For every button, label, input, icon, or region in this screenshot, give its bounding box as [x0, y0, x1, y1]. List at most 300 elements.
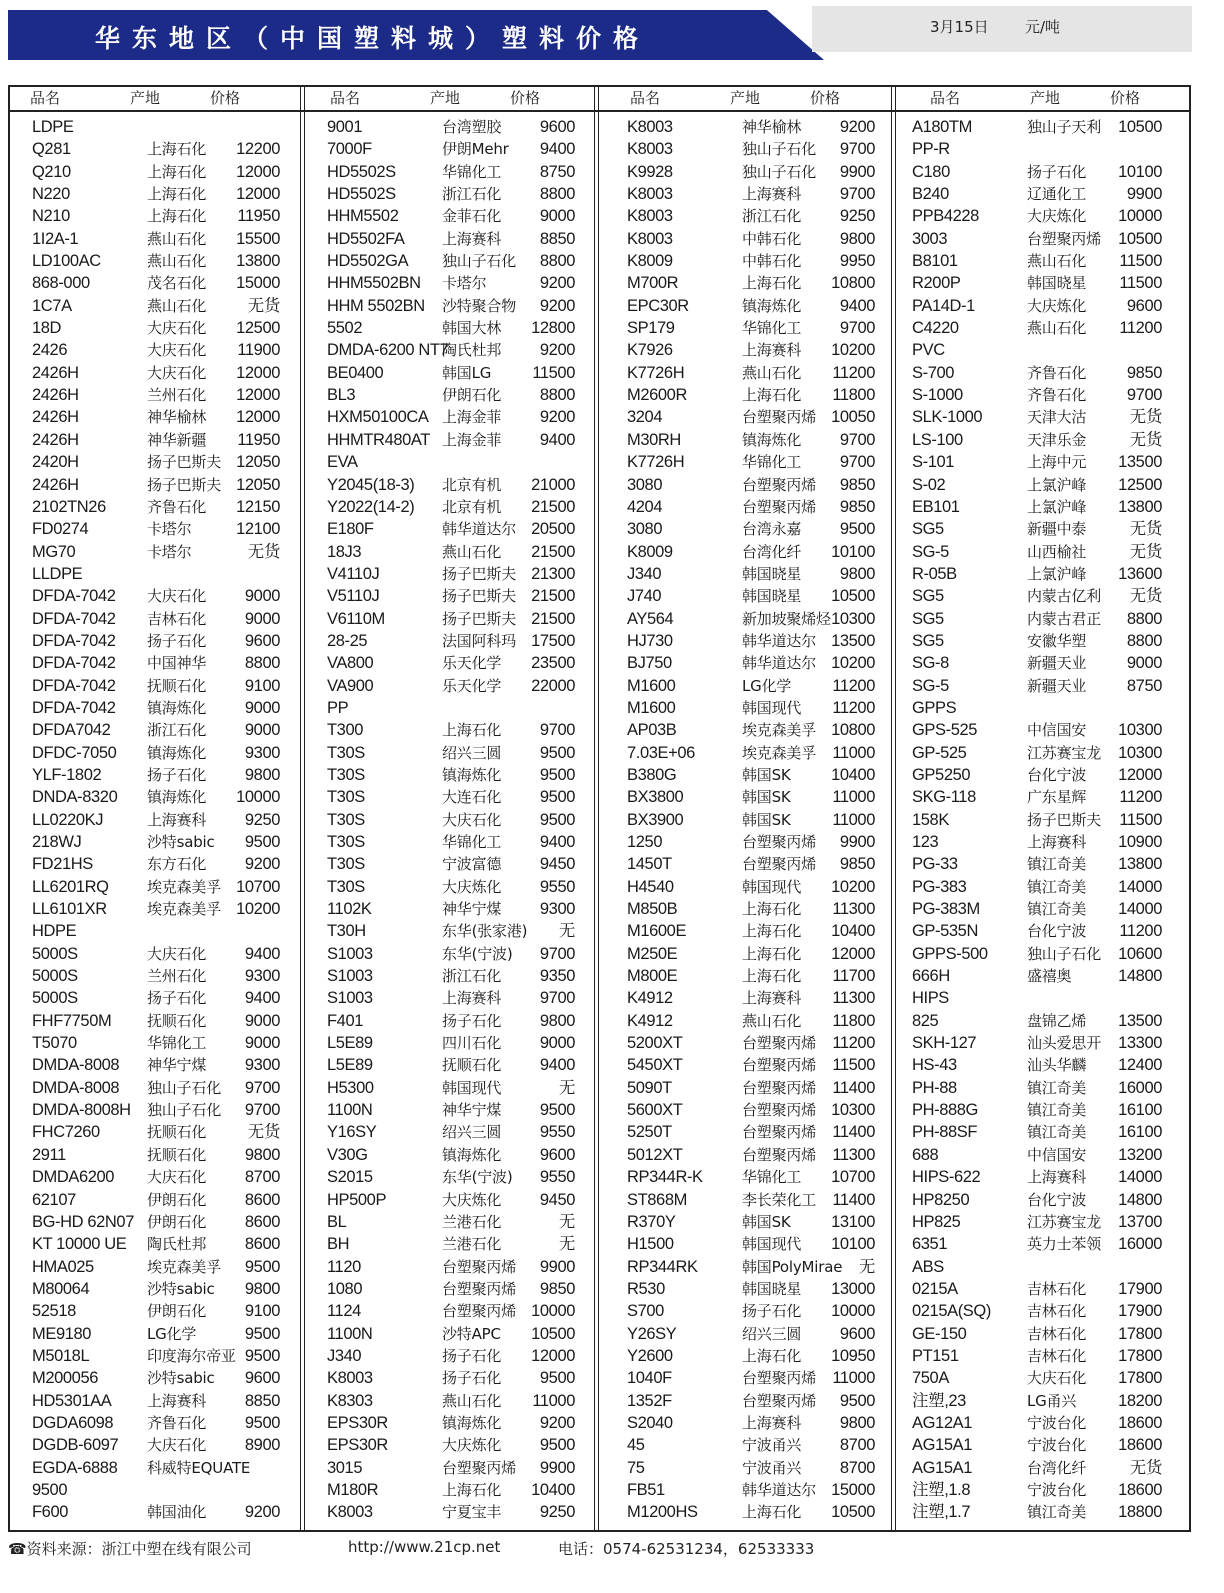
price-value: 10000 — [531, 1302, 575, 1321]
grade-name: 868-000 — [32, 274, 90, 293]
price-value: 无货 — [1129, 520, 1162, 539]
price-value: 9550 — [539, 1123, 575, 1142]
grade-name: M80064 — [32, 1279, 90, 1298]
table-row — [627, 339, 875, 361]
grade-name: Y2045(18-3) — [327, 475, 415, 494]
price-value: 8750 — [1126, 676, 1162, 695]
origin-name: 镇海炼化 — [442, 765, 502, 784]
grade-name: H1500 — [627, 1235, 674, 1254]
grade-name: HD5502S — [327, 185, 396, 204]
grade-name: K8003 — [627, 140, 673, 159]
table-row — [912, 1457, 1162, 1479]
table-row — [32, 764, 280, 786]
grade-name: 1124 — [327, 1302, 361, 1321]
origin-name: 上海石化 — [742, 967, 802, 986]
origin-name: 台塑聚丙烯 — [742, 408, 817, 427]
price-value: 8750 — [539, 162, 575, 181]
origin-name: 上海石化 — [147, 140, 207, 159]
price-value: 9350 — [539, 967, 575, 986]
grade-name: HJ730 — [627, 631, 673, 650]
origin-name: 齐鲁石化 — [1027, 386, 1087, 405]
grade-name: T5070 — [32, 1034, 77, 1053]
price-value: 13500 — [1118, 453, 1162, 472]
table-row — [327, 1501, 575, 1523]
table-row — [32, 1412, 280, 1434]
grade-name: M1200HS — [627, 1503, 698, 1522]
grade-name: 3080 — [627, 520, 663, 539]
price-value: 9600 — [539, 1145, 575, 1164]
grade-name: KT 10000 UE — [32, 1235, 127, 1254]
table-row — [327, 853, 575, 875]
table-row — [627, 205, 875, 227]
origin-name: 沙特sabic — [147, 1369, 215, 1388]
grade-name: K7726H — [627, 363, 685, 382]
grade-name: E180F — [327, 520, 374, 539]
grade-name: M1600E — [627, 922, 687, 941]
price-value: 8700 — [244, 1168, 280, 1187]
page-title: 华东地区（中国塑料城）塑料价格 — [95, 24, 651, 53]
table-row — [627, 228, 875, 250]
table-row — [32, 1099, 280, 1121]
grade-name: HHMTR480AT — [327, 430, 430, 449]
table-row — [32, 1054, 280, 1076]
price-value: 9700 — [839, 430, 875, 449]
table-row — [912, 1054, 1162, 1076]
origin-name: 宁波台化 — [1027, 1436, 1087, 1455]
price-value: 9400 — [539, 430, 575, 449]
table-row — [912, 853, 1162, 875]
table-row — [327, 228, 575, 250]
table-row — [327, 1211, 575, 1233]
grade-name: MG70 — [32, 542, 76, 561]
price-value: 13000 — [831, 1279, 875, 1298]
origin-name: 伊朗石化 — [147, 1212, 207, 1231]
origin-name: 大庆石化 — [147, 363, 207, 382]
table-row — [912, 362, 1162, 384]
origin-name: 浙江石化 — [742, 207, 802, 226]
price-value: 11300 — [832, 989, 875, 1008]
table-row — [627, 630, 875, 652]
table-row — [627, 451, 875, 473]
table-row — [32, 1434, 280, 1456]
grade-name: N220 — [32, 185, 70, 204]
table-row — [32, 1211, 280, 1233]
price-value: 17500 — [531, 631, 575, 650]
origin-name: 绍兴三圆 — [742, 1324, 802, 1343]
grade-name: J740 — [627, 587, 662, 606]
price-value: 9550 — [539, 877, 575, 896]
origin-name: 大庆石化 — [147, 587, 207, 606]
origin-name: 韩国SK — [742, 1212, 791, 1231]
table-row — [627, 1457, 875, 1479]
price-value: 12000 — [1118, 765, 1162, 784]
origin-name: 上海金菲 — [442, 430, 502, 449]
table-row — [32, 161, 280, 183]
origin-name: 陶氏杜邦 — [147, 1235, 207, 1254]
origin-name: 兰州石化 — [147, 386, 207, 405]
price-value: 9000 — [244, 1034, 280, 1053]
table-row — [327, 1099, 575, 1121]
origin-name: 安徽华塑 — [1027, 631, 1087, 650]
price-value: 9000 — [1126, 654, 1162, 673]
grade-name: 注塑,1.7 — [912, 1503, 971, 1522]
grade-name: BG-HD 62N07 — [32, 1212, 134, 1231]
table-row — [627, 987, 875, 1009]
grade-name: K4912 — [627, 989, 673, 1008]
origin-name: 镇江奇美 — [1027, 1101, 1087, 1120]
grade-name: 2426H — [32, 363, 79, 382]
price-value: 9500 — [539, 788, 575, 807]
origin-name: 扬子石化 — [147, 631, 207, 650]
table-row — [32, 965, 280, 987]
origin-name: 华锦化工 — [742, 453, 802, 472]
origin-name: 台塑聚丙烯 — [742, 1101, 817, 1120]
table-row — [912, 1166, 1162, 1188]
price-value: 11200 — [832, 698, 875, 717]
grade-name: LLDPE — [32, 564, 83, 583]
table-row — [32, 496, 280, 518]
grade-name: GPPS-500 — [912, 944, 988, 963]
table-row — [327, 675, 575, 697]
origin-name: 盛禧奥 — [1027, 967, 1072, 986]
origin-name: 大庆炼化 — [1027, 207, 1087, 226]
table-row — [32, 1077, 280, 1099]
origin-name: 燕山石化 — [147, 296, 207, 315]
grade-name: 1040F — [627, 1369, 672, 1388]
table-row — [627, 1345, 875, 1367]
grade-name: BX3900 — [627, 810, 684, 829]
grade-name: DFDA-7042 — [32, 698, 116, 717]
grade-name: S-101 — [912, 453, 955, 472]
table-row — [627, 831, 875, 853]
grade-name: T30S — [327, 765, 365, 784]
price-value: 9600 — [244, 631, 280, 650]
price-value: 9500 — [839, 520, 875, 539]
origin-name: 浙江石化 — [442, 967, 502, 986]
table-row — [627, 719, 875, 741]
price-value: 9200 — [244, 1503, 280, 1522]
origin-name: 台塑聚丙烯 — [742, 855, 817, 874]
price-value: 无 — [558, 1078, 575, 1097]
grade-name: 5012XT — [627, 1145, 683, 1164]
header-origin: 产地 — [1030, 89, 1061, 107]
grade-name: M800E — [627, 967, 678, 986]
origin-name: 神华榆林 — [742, 118, 802, 136]
grade-name: HP500P — [327, 1190, 387, 1209]
price-value: 8800 — [1126, 631, 1162, 650]
grade-name: R200P — [912, 274, 961, 293]
price-value: 11400 — [832, 1078, 875, 1097]
grade-name: FHC7260 — [32, 1123, 100, 1142]
table-row — [627, 920, 875, 942]
grade-name: A180TM — [912, 118, 972, 136]
price-value: 14800 — [1118, 1190, 1162, 1209]
price-value: 18800 — [1118, 1503, 1162, 1522]
grade-name: 1100N — [327, 1101, 373, 1120]
grade-name: DGDB-6097 — [32, 1436, 119, 1455]
price-value: 10200 — [236, 900, 280, 919]
price-value: 11500 — [1119, 274, 1162, 293]
origin-name: 大庆石化 — [147, 319, 207, 338]
grade-name: FHF7750M — [32, 1011, 112, 1030]
table-row — [327, 987, 575, 1009]
price-value: 17800 — [1118, 1324, 1162, 1343]
price-value: 12000 — [236, 162, 280, 181]
origin-name: 华锦化工 — [442, 162, 502, 181]
grade-name: PPB4228 — [912, 207, 979, 226]
origin-name: 神华宁煤 — [442, 1101, 502, 1120]
origin-name: 台塑聚丙烯 — [442, 1302, 517, 1321]
origin-name: 抚顺石化 — [442, 1056, 502, 1075]
origin-name: 扬子巴斯夫 — [442, 609, 517, 628]
origin-name: 大庆炼化 — [1027, 296, 1087, 315]
table-row — [627, 429, 875, 451]
origin-name: 抚顺石化 — [147, 676, 207, 695]
table-row — [327, 1189, 575, 1211]
table-row — [627, 1434, 875, 1456]
header-origin: 产地 — [730, 89, 761, 107]
grade-name: V6110M — [327, 609, 385, 628]
table-row — [912, 1278, 1162, 1300]
origin-name: 内蒙古亿利 — [1027, 587, 1102, 606]
table-row — [627, 474, 875, 496]
table-row — [32, 876, 280, 898]
price-value: 13600 — [1118, 564, 1162, 583]
grade-name: 1450T — [627, 855, 672, 874]
origin-name: 韩华道达尔 — [742, 631, 817, 650]
origin-name: 大庆炼化 — [442, 1190, 502, 1209]
grade-name: LS-100 — [912, 430, 963, 449]
grade-name: S-1000 — [912, 386, 963, 405]
grade-name: Y16SY — [327, 1123, 377, 1142]
price-value: 15500 — [236, 229, 280, 248]
table-row — [32, 742, 280, 764]
table-row — [912, 116, 1162, 138]
origin-name: 镇江奇美 — [1027, 1078, 1087, 1097]
table-row — [32, 585, 280, 607]
grade-name: PH-88 — [912, 1078, 957, 1097]
origin-name: 卡塔尔 — [147, 520, 192, 539]
origin-name: 镇海炼化 — [742, 430, 802, 449]
origin-name: 吉林石化 — [147, 609, 207, 628]
grade-name: RP344R-K — [627, 1168, 703, 1187]
origin-name: 台塑聚丙烯 — [442, 1279, 517, 1298]
grade-name: 注塑,23 — [912, 1391, 966, 1410]
page-footer — [8, 1534, 1191, 1560]
origin-name: 镇海炼化 — [742, 296, 802, 315]
grade-name: 5200XT — [627, 1034, 683, 1053]
grade-name: SLK-1000 — [912, 408, 983, 427]
origin-name: 韩国SK — [742, 788, 791, 807]
origin-name: 埃克森美孚 — [742, 721, 817, 740]
price-value: 11950 — [237, 430, 280, 449]
grade-name: K8003 — [627, 207, 673, 226]
origin-name: 四川石化 — [442, 1034, 502, 1053]
grade-name: DMDA-8008H — [32, 1101, 131, 1120]
price-value: 14000 — [1118, 877, 1162, 896]
price-value: 9250 — [839, 207, 875, 226]
grade-name: AG15A1 — [912, 1458, 972, 1477]
price-value: 9500 — [244, 1324, 280, 1343]
grade-name: K8003 — [627, 118, 673, 136]
table-row — [327, 1166, 575, 1188]
table-row — [912, 652, 1162, 674]
table-row — [912, 764, 1162, 786]
origin-name: 镇海炼化 — [147, 698, 207, 717]
origin-name: 台塑聚丙烯 — [442, 1458, 517, 1477]
header-price: 价格 — [210, 89, 241, 107]
price-value: 无货 — [247, 296, 280, 315]
price-value: 9700 — [244, 1078, 280, 1097]
price-value: 15000 — [831, 1480, 875, 1499]
table-row — [627, 1501, 875, 1523]
price-value: 9400 — [244, 944, 280, 963]
table-row — [912, 965, 1162, 987]
grade-name: K8003 — [327, 1503, 373, 1522]
price-column-3 — [627, 116, 875, 1524]
origin-name: 大庆炼化 — [442, 1436, 502, 1455]
price-value: 9000 — [244, 587, 280, 606]
grade-name: T30S — [327, 788, 365, 807]
grade-name: PT151 — [912, 1346, 959, 1365]
grade-name: PA14D-1 — [912, 296, 975, 315]
table-row — [912, 138, 1162, 160]
grade-name: 5000S — [32, 989, 78, 1008]
table-row — [627, 161, 875, 183]
grade-name: L5E89 — [327, 1034, 373, 1053]
origin-name: 沙特聚合物 — [442, 296, 517, 315]
table-row — [327, 250, 575, 272]
table-row — [627, 608, 875, 630]
table-row — [327, 362, 575, 384]
origin-name: 盘锦乙烯 — [1027, 1011, 1087, 1030]
grade-name: J340 — [627, 564, 662, 583]
table-row — [32, 1300, 280, 1322]
price-value: 9200 — [539, 408, 575, 427]
price-value: 9500 — [539, 1369, 575, 1388]
grade-name: N210 — [32, 207, 70, 226]
grade-name: GP-535N — [912, 922, 978, 941]
table-row — [627, 1010, 875, 1032]
table-row — [627, 563, 875, 585]
origin-name: 江苏赛宝龙 — [1027, 743, 1102, 762]
grade-name: M30RH — [627, 430, 681, 449]
origin-name: 宁波富德 — [442, 855, 502, 874]
origin-name: 上海赛科 — [742, 185, 802, 204]
origin-name: 扬子石化 — [442, 1011, 502, 1030]
table-row — [912, 496, 1162, 518]
price-value: 10800 — [831, 721, 875, 740]
header-name: 品名 — [630, 89, 661, 107]
table-row — [627, 384, 875, 406]
origin-name: 韩国现代 — [742, 698, 802, 717]
price-value: 9400 — [539, 140, 575, 159]
grade-name: T30S — [327, 833, 365, 851]
table-row — [627, 853, 875, 875]
table-row — [327, 339, 575, 361]
website-link[interactable]: http://www.21cp.net — [348, 1538, 501, 1556]
table-row — [627, 1144, 875, 1166]
table-row — [327, 161, 575, 183]
grade-name: EGDA-6888 — [32, 1458, 118, 1477]
price-value: 9100 — [244, 1302, 280, 1321]
grade-name: 2911 — [32, 1145, 66, 1164]
grade-name: 28-25 — [327, 631, 368, 650]
price-value: 16100 — [1118, 1123, 1162, 1142]
table-row — [32, 1256, 280, 1278]
grade-name: ABS — [912, 1257, 944, 1276]
table-row — [627, 1390, 875, 1412]
table-row — [912, 1345, 1162, 1367]
grade-name: LL0220KJ — [32, 810, 104, 829]
origin-name: 宁波甬兴 — [742, 1436, 802, 1455]
origin-name: 神华宁煤 — [442, 900, 502, 919]
origin-name: 埃克森美孚 — [147, 900, 222, 919]
price-column-2 — [327, 116, 575, 1524]
origin-name: 北京有机 — [442, 475, 502, 494]
origin-name: 山西榆社 — [1027, 542, 1087, 561]
grade-name: R-05B — [912, 564, 957, 583]
price-value: 无货 — [1129, 542, 1162, 561]
table-row — [327, 608, 575, 630]
table-row — [912, 1121, 1162, 1143]
grade-name: 2426H — [32, 430, 79, 449]
grade-name: SG-8 — [912, 654, 949, 673]
table-row — [32, 541, 280, 563]
origin-name: 上海石化 — [442, 721, 502, 740]
grade-name: 6351 — [912, 1235, 948, 1254]
table-row — [327, 1457, 575, 1479]
price-value: 8800 — [539, 185, 575, 204]
price-value: 11000 — [832, 788, 875, 807]
price-value: 13500 — [831, 631, 875, 650]
grade-name: M200056 — [32, 1369, 99, 1388]
table-row — [327, 1412, 575, 1434]
origin-name: 台化宁波 — [1027, 765, 1087, 784]
table-row — [912, 831, 1162, 853]
grade-name: DMDA-8008 — [32, 1078, 120, 1097]
origin-name: 镇江奇美 — [1027, 900, 1087, 919]
origin-name: 上海石化 — [742, 274, 802, 293]
grade-name: 45 — [627, 1436, 645, 1455]
price-value: 21500 — [531, 542, 575, 561]
price-value: 9800 — [244, 1145, 280, 1164]
origin-name: 浙江石化 — [442, 185, 502, 204]
table-row — [912, 1256, 1162, 1278]
origin-name: 镇海炼化 — [147, 788, 207, 807]
grade-name: HD5502FA — [327, 229, 405, 248]
table-row — [327, 1121, 575, 1143]
table-row — [32, 317, 280, 339]
table-row — [327, 1300, 575, 1322]
origin-name: 镇江奇美 — [1027, 855, 1087, 874]
origin-name: 上海赛科 — [442, 229, 502, 248]
header-name: 品名 — [30, 89, 61, 107]
table-row — [327, 1054, 575, 1076]
origin-name: 兰港石化 — [442, 1235, 502, 1254]
grade-name: BJ750 — [627, 654, 672, 673]
origin-name: 齐鲁石化 — [147, 497, 207, 516]
price-value: 10100 — [1118, 162, 1162, 181]
table-row — [327, 138, 575, 160]
table-row — [32, 205, 280, 227]
price-value: 9300 — [244, 1056, 280, 1075]
price-value: 11500 — [832, 1056, 875, 1075]
grade-name: EPS30R — [327, 1413, 388, 1432]
price-value: 10000 — [831, 1302, 875, 1321]
grade-name: S2040 — [627, 1413, 673, 1432]
price-value: 17800 — [1118, 1346, 1162, 1365]
